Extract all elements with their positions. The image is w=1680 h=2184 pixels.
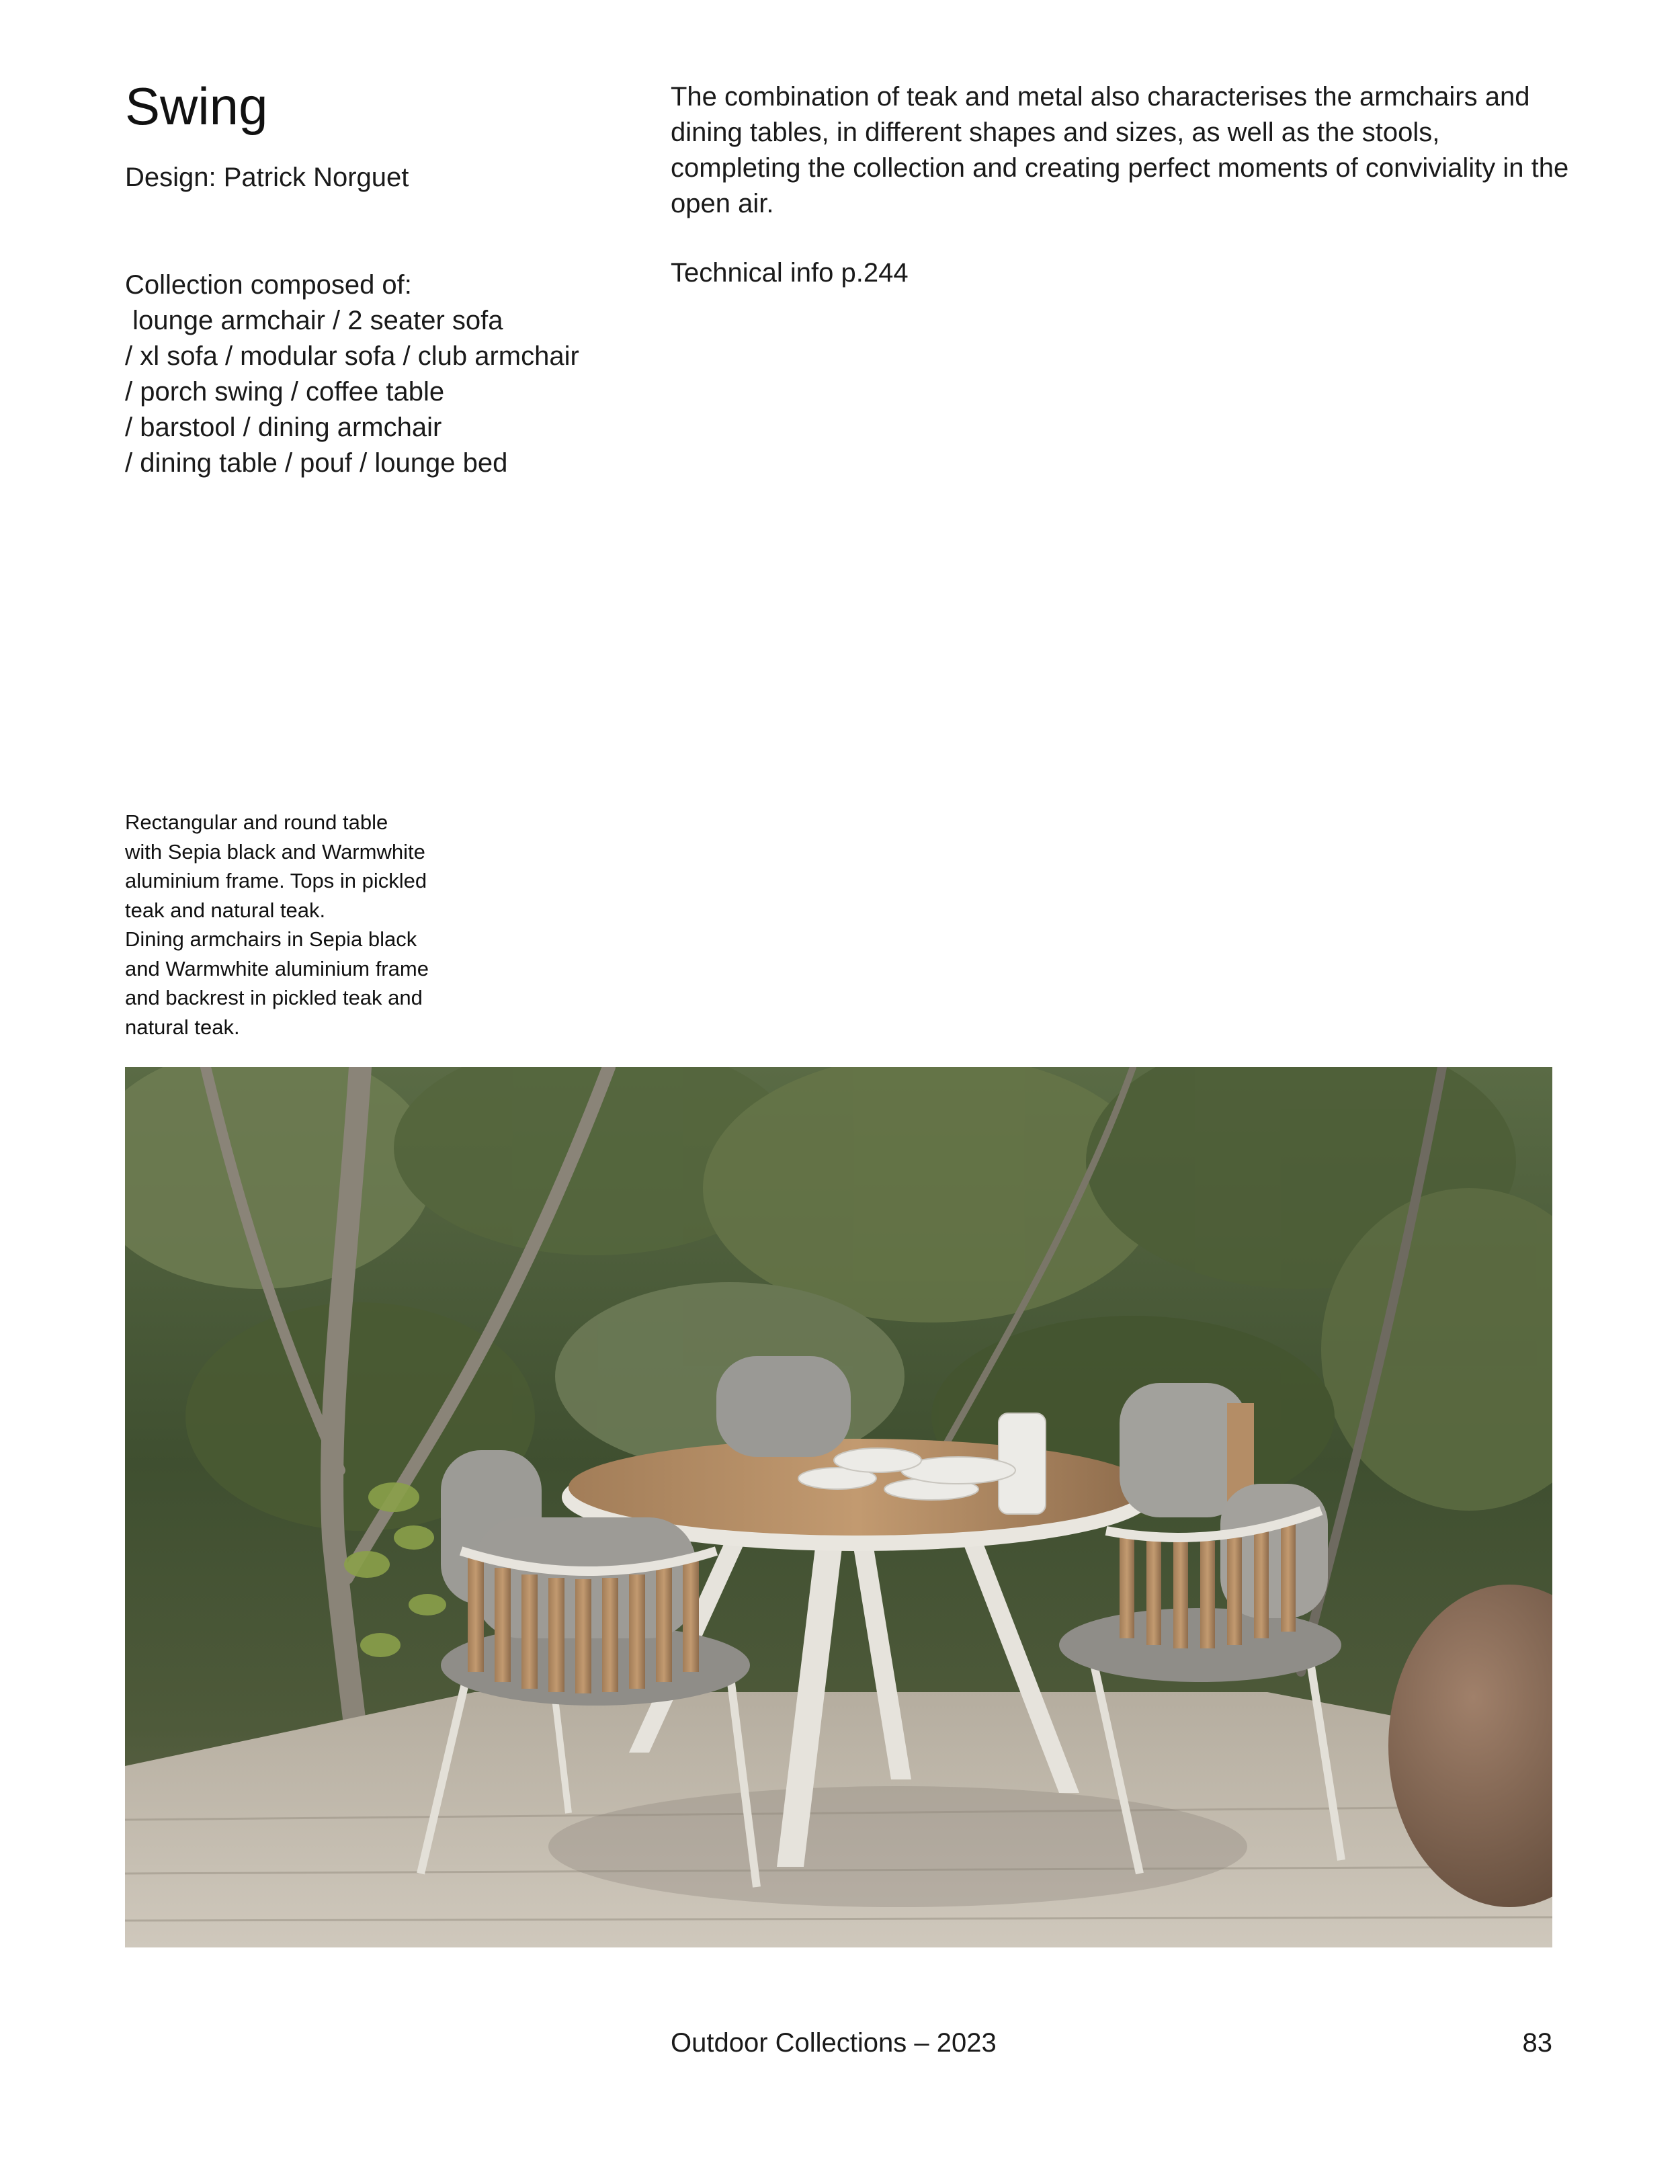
- product-photo: [125, 1067, 1552, 1947]
- caption-line: aluminium frame. Tops in pickled: [125, 869, 427, 892]
- caption-line: with Sepia black and Warmwhite: [125, 839, 425, 864]
- caption-line: Rectangular and round table: [125, 810, 388, 834]
- collection-line: / xl sofa / modular sofa / club armchair: [125, 341, 579, 371]
- collection-list: [125, 267, 663, 481]
- intro-paragraph: The combination of teak and metal also characterises the armchairs and dining tables, in different shapes and sizes, as well as the stools, completing the collection and creating perfect moments of conviviality in the open air.: [671, 82, 1569, 218]
- collection-line: / dining table / pouf / lounge bed: [125, 448, 508, 478]
- collection-line: / porch swing / coffee table: [125, 377, 445, 407]
- page-number: 83: [1522, 2028, 1552, 2058]
- designer-credit: Design: Patrick Norguet: [125, 163, 409, 192]
- caption-line: teak and natural teak.: [125, 898, 326, 922]
- page-title: Swing: [125, 77, 268, 136]
- caption-line: natural teak.: [125, 1015, 240, 1039]
- technical-info-reference: Technical info p.244: [671, 258, 909, 288]
- footer-publication: Outdoor Collections – 2023: [671, 2028, 997, 2058]
- caption-line: Dining armchairs in Sepia black: [125, 927, 417, 951]
- intro-text: [671, 79, 1571, 222]
- collection-line: lounge armchair / 2 seater sofa: [125, 306, 503, 335]
- caption-line: and Warmwhite aluminium frame: [125, 956, 429, 980]
- collection-line: Collection composed of:: [125, 270, 412, 300]
- caption-line: and backrest in pickled teak and: [125, 986, 423, 1009]
- photo-caption: [125, 808, 609, 1042]
- collection-line: / barstool / dining armchair: [125, 413, 442, 442]
